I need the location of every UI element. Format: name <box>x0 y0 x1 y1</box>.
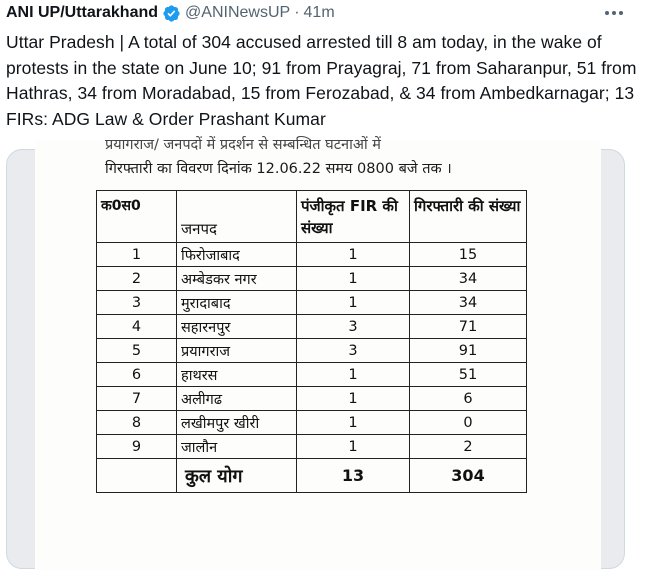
cell-district: अम्बेडकर नगर <box>177 267 297 291</box>
header-fir: पंजीकृत FIR की संख्या <box>297 191 410 243</box>
table-row <box>97 363 527 387</box>
cell-sn: 4 <box>97 315 177 339</box>
table-row <box>97 267 527 291</box>
cell-fir: 1 <box>297 243 410 267</box>
cell-sn: 6 <box>97 363 177 387</box>
cell-sn: 2 <box>97 267 177 291</box>
cell-fir: 1 <box>297 363 410 387</box>
table-row <box>97 315 527 339</box>
cell-arrests: 0 <box>410 411 527 435</box>
table-row <box>97 435 527 459</box>
table-total-row <box>97 459 527 493</box>
total-fir: 13 <box>297 459 410 493</box>
document-subtitle: गिरफ्तारी का विवरण दिनांक 12.06.22 समय 0800 बजे तक । <box>105 161 452 177</box>
cell-sn: 3 <box>97 291 177 315</box>
header-sn: क0स0 <box>97 191 177 243</box>
cell-sn: 8 <box>97 411 177 435</box>
author-name[interactable]: ANI UP/Uttarakhand <box>6 4 159 21</box>
table-row <box>97 387 527 411</box>
cell-fir: 1 <box>297 411 410 435</box>
cell-arrests: 91 <box>410 339 527 363</box>
cell-district: सहारनपुर <box>177 315 297 339</box>
cell-sn: 9 <box>97 435 177 459</box>
cell-fir: 1 <box>297 267 410 291</box>
cell-fir: 3 <box>297 339 410 363</box>
document-heading-cut: प्रयागराज/ जनपदों में प्रदर्शन से सम्बन्धित घटनाओं में <box>105 137 381 153</box>
cell-arrests: 34 <box>410 291 527 315</box>
cell-sn-empty <box>97 459 177 493</box>
cell-sn: 5 <box>97 339 177 363</box>
cell-arrests: 71 <box>410 315 527 339</box>
tweet-media-image[interactable] <box>6 137 625 569</box>
separator-dot: · <box>294 4 300 21</box>
cell-arrests: 51 <box>410 363 527 387</box>
tweet-timestamp[interactable]: 41m <box>303 4 335 21</box>
cell-district: हाथरस <box>177 363 297 387</box>
total-label: कुल योग <box>177 459 297 493</box>
total-arrests: 304 <box>410 459 527 493</box>
cell-sn: 1 <box>97 243 177 267</box>
cell-arrests: 2 <box>410 435 527 459</box>
cell-district: जालौन <box>177 435 297 459</box>
cell-arrests: 34 <box>410 267 527 291</box>
arrests-table <box>96 190 527 493</box>
table-header-row <box>97 191 527 243</box>
document-page <box>35 137 601 570</box>
tweet-header <box>6 2 644 24</box>
table-row <box>97 411 527 435</box>
header-district: जनपद <box>177 191 297 243</box>
cell-arrests: 6 <box>410 387 527 411</box>
cell-fir: 3 <box>297 315 410 339</box>
cell-district: मुरादाबाद <box>177 291 297 315</box>
table-row <box>97 243 527 267</box>
cell-district: प्रयागराज <box>177 339 297 363</box>
author-handle[interactable]: @ANINewsUP <box>185 4 291 21</box>
cell-arrests: 15 <box>410 243 527 267</box>
more-horizontal-icon[interactable] <box>602 2 626 24</box>
verified-badge-icon <box>162 4 181 23</box>
cell-district: अलीगढ <box>177 387 297 411</box>
cell-fir: 1 <box>297 291 410 315</box>
cell-sn: 7 <box>97 387 177 411</box>
table-row <box>97 291 527 315</box>
cell-fir: 1 <box>297 387 410 411</box>
cell-fir: 1 <box>297 435 410 459</box>
header-arrests: गिरफ्तारी की संख्या <box>410 191 527 243</box>
table-row <box>97 339 527 363</box>
tweet-text: Uttar Pradesh | A total of 304 accused arrested till 8 am today, in the wake of protests in the state on June 10; 91 from Prayagraj, 71 from Saharanpur, 51 from Hathras, 34 from Moradabad, 15 from Ferozabad, & 34 from Ambedkarnagar; 13 FIRs: ADG Law & Order Prashant Kumar <box>6 32 637 129</box>
cell-district: लखीमपुर खीरी <box>177 411 297 435</box>
cell-district: फिरोजाबाद <box>177 243 297 267</box>
